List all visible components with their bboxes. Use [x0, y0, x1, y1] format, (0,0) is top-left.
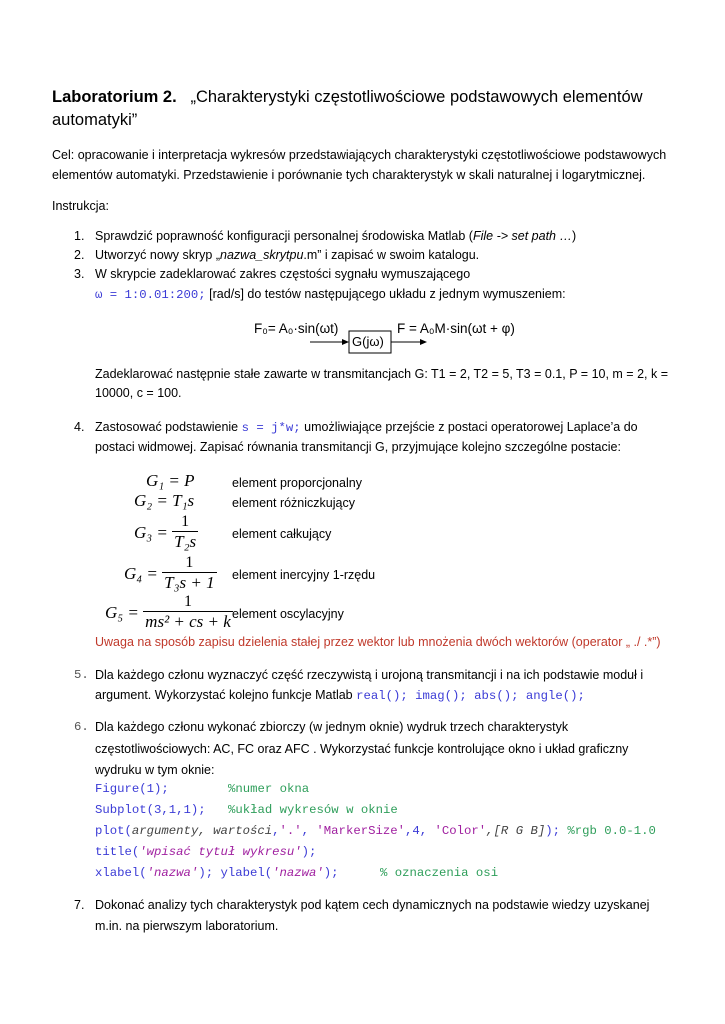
code-line-plot: plot(argumenty, wartości,'.', 'MarkerSize',4, 'Color',[R G B]); %rgb 0.0-1.0 — [95, 824, 656, 838]
item-5-line-1: Dla każdego członu wyznaczyć część rzeczywistą i urojoną transmitancji i na ich podstawie moduł i — [95, 668, 644, 682]
equation-g2: G₂ = T₁s — [134, 491, 195, 510]
item-6-line-3: wydruku w tym oknie: — [95, 763, 215, 777]
g4-denominator: T₃s + 1 — [164, 573, 215, 592]
input-signal: F₀= A₀·sin(ωt) — [254, 321, 339, 336]
g5-denominator: ms² + cs + k — [145, 612, 231, 631]
label-g2: element różniczkujący — [232, 496, 355, 510]
output-signal: F = A₀M·sin(ωt + φ) — [397, 321, 515, 336]
label-g3: element całkujący — [232, 527, 332, 541]
equation-g3: G₃ = $\frac{1}{\text{T₂s}}$ — [134, 513, 197, 551]
goal-line-1: Cel: opracowanie i interpretacja wykresów przedstawiających charakterystyki częstotliwościowe podstawowych — [52, 148, 667, 162]
label-g1: element proporcjonalny — [232, 476, 362, 490]
comment-plot: %rgb 0.0-1.0 — [567, 824, 656, 838]
item-6-line-2: częstotliwościowych: AC, FC oraz AFC . Wykorzystać funkcje kontrolujące okno i układ graficzny — [95, 742, 629, 756]
item-1-number: 1. — [74, 229, 85, 243]
constants-line-2: 10000, c = 100. — [95, 386, 182, 400]
item-3-line-1: W skrypcie zadeklarować zakres częstości sygnału wymuszającego — [95, 267, 471, 281]
title-line-1: „Charakterystyki częstotliwościowe podstawowych elementów — [190, 88, 643, 106]
item-4-line-1: Zastosować podstawienie s = j*w; umożliwiające przejście z postaci operatorowej Laplace’a do — [95, 420, 638, 435]
g4-numerator: 1 — [185, 554, 194, 571]
item-5-number: 5. — [74, 668, 89, 682]
block-label: G(jω) — [352, 334, 384, 349]
instructions-label: Instrukcja: — [52, 199, 109, 213]
item-2-text: Utworzyć nowy skryp „nazwa_skrytpu.m” i zapisać w swoim katalogu. — [95, 248, 480, 262]
input-arrowhead — [342, 339, 349, 345]
comment-figure: %numer okna — [228, 782, 310, 796]
label-g5: element oscylacyjny — [232, 607, 344, 621]
item-2-number: 2. — [74, 248, 85, 262]
substitution-code: s = j*w; — [241, 421, 301, 435]
comment-labels: % oznaczenia osi — [380, 866, 499, 880]
g5-numerator: 1 — [183, 593, 192, 610]
item-4-number: 4. — [74, 420, 85, 434]
item-7-line-2: m.in. na pierwszym laboratorium. — [95, 919, 279, 933]
page-title — [52, 86, 643, 109]
code-line-title: title('wpisać tytuł wykresu'); — [95, 845, 317, 859]
g3-denominator: T₂s — [174, 532, 197, 551]
warning-note: Uwaga na sposób zapisu dzielenia stałej przez wektor lub mnożenia dwóch wektorów (operator „ ./ .*”) — [95, 635, 661, 649]
item-6-number: 6. — [74, 720, 89, 734]
item-7-number: 7. — [74, 898, 85, 912]
output-arrowhead — [420, 339, 427, 345]
constants-line-1: Zadeklarować następnie stałe zawarte w transmitancjach G: T1 = 2, T2 = 5, T3 = 0.1, P = 10, m = 2, k = — [95, 367, 668, 381]
item-6-line-1: Dla każdego członu wykonać zbiorczy (w jednym oknie) wydruk trzech charakterystyk — [95, 720, 569, 734]
code-line-subplot: Subplot(3,1,1); — [95, 803, 206, 817]
item-5-line-2: argument. Wykorzystać kolejno funkcje Matlab real(); imag(); abs(); angle(); — [95, 688, 585, 703]
item-3-number: 3. — [74, 267, 85, 281]
code-line-labels: xlabel('nazwa'); ylabel('nazwa'); — [95, 866, 339, 880]
equation-g5: G₅ = $\frac{1}{\text{ms² + cs + k}}$ — [105, 593, 231, 631]
code-line-figure: Figure(1); — [95, 782, 169, 796]
item-7-line-1: Dokonać analizy tych charakterystyk pod kątem cech dynamicznych na podstawie wiedzy uzyskanej — [95, 898, 650, 912]
equation-g1: G₁ = P — [146, 471, 195, 490]
g3-numerator: 1 — [181, 513, 190, 530]
comment-subplot: %układ wykresów w oknie — [228, 803, 398, 817]
goal-line-2: elementów automatyki. Przedstawienie i porównanie tych charakterystyk w skali naturalnej i logarytmicznej. — [52, 168, 646, 182]
item-1-text: Sprawdzić poprawność konfiguracji personalnej środowiska Matlab (File -> set path …) — [95, 229, 577, 243]
item-4-line-2: postaci widmowej. Zapisać równania transmitancji G, przyjmujące kolejno szczególne postacie: — [95, 440, 621, 454]
lab-number: Laboratorium 2. — [52, 88, 177, 106]
item-3-line-2: ω = 1:0.01:200; [rad/s] do testów następującego układu z jednym wymuszeniem: — [95, 287, 566, 302]
label-g4: element inercyjny 1-rzędu — [232, 568, 376, 582]
title-line-2: automatyki” — [52, 111, 138, 129]
equation-g4: G₄ = $\frac{1}{\text{T₃s + 1}}$ — [124, 554, 215, 592]
omega-code: ω = 1:0.01:200; — [95, 288, 206, 302]
matlab-functions-code: real(); imag(); abs(); angle(); — [356, 689, 585, 703]
